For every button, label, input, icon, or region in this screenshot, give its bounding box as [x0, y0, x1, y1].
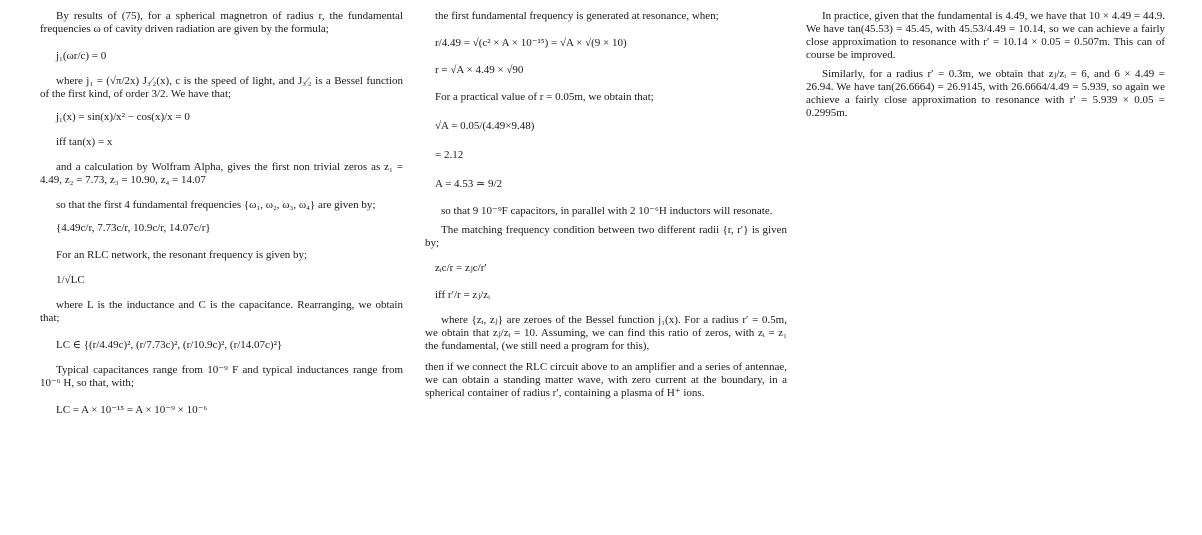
paragraph-zeros: and a calculation by Wolfram Alpha, gives the first non trivial zeros as z₁ = 4.49, z₂ = 7.73, z₃ = 10.90, z₄ = 14.07: [40, 161, 403, 186]
equation-tan: iff tan(x) = x: [56, 136, 113, 148]
equation-lc-set: LC ∈ {(r/4.49c)², (r/7.73c)², (r/10.9c)², (r/14.07c)²}: [56, 339, 283, 351]
equation-sqrt-a: √A = 0.05/(4.49×9.48): [435, 120, 535, 132]
equation-radius: r = √A × 4.49 × √90: [435, 64, 524, 76]
equation-radius-ratio: r/4.49 = √(c² × A × 10⁻¹⁵) = √A × √(9 × 10): [435, 37, 627, 49]
equation-value: = 2.12: [435, 149, 464, 161]
paragraph-practical-value: For a practical value of r = 0.05m, we obtain that;: [435, 91, 654, 103]
paragraph-frequencies: so that the first 4 fundamental frequencies {ω₁, ω₂, ω₃, ω₄} are given by;: [56, 199, 376, 211]
column-left: [40, 10, 403, 417]
paragraph-similarly: Similarly, for a radius r′ = 0.3m, we obtain that zⱼ/zᵢ = 6, and 6 × 4.49 = 26.94. We have tan(26.6664) = 26.9145, with 26.6664/4.49 = 5.939, so again we achieve a fairly close approximation to resonance with r′ = 5.939 × 0.05 = 0.2995m.: [806, 68, 1165, 119]
paragraph-inductance: where L is the inductance and C is the capacitance. Rearranging, we obtain that;: [40, 299, 403, 324]
equation-bessel-condition: j₁(ωr/c) = 0: [56, 50, 107, 62]
paragraph-bessel-definition: where j₁ = (√π/2x) J₃⁄₂(x), c is the speed of light, and J₃⁄₂ is a Bessel function of the first kind, of order 3/2. We have that;: [40, 75, 403, 100]
equation-frequency-set: {4.49c/r, 7.73c/r, 10.9c/r, 14.07c/r}: [56, 222, 211, 234]
paragraph-matching-condition: The matching frequency condition between two different radii {r, r′} is given by;: [425, 224, 787, 249]
paragraph-standing-wave: then if we connect the RLC circuit above to an amplifier and a series of antennae, we can obtain a standing matter wave, with zero current at the boundary, in a spherical container of radius r′, containing a plasma of H⁺ ions.: [425, 361, 787, 399]
paragraph-practice: In practice, given that the fundamental is 4.49, we have that 10 × 4.49 = 44.9. We have tan(45.53) = 45.45, with 45.53/4.49 = 10.14, so we can achieve a fairly close approximation to resonance with r′ = 10.14 × 0.05 = 0.507m. This can of course be improved.: [806, 10, 1165, 61]
equation-a-value: A = 4.53 ≃ 9/2: [435, 178, 503, 190]
equation-matching: zᵢc/r = zⱼc/r′: [435, 262, 487, 274]
paragraph-resonance: the first fundamental frequency is generated at resonance, when;: [435, 10, 719, 22]
column-middle: [425, 10, 787, 400]
column-right: [806, 10, 1165, 120]
equation-lc-product: LC = A × 10⁻¹⁵ = A × 10⁻⁹ × 10⁻⁶: [56, 404, 208, 416]
paragraph-bessel-zeroes: where {zᵢ, zⱼ} are zeroes of the Bessel function j₁(x). For a radius r′ = 0.5m, we obtain that zⱼ/zᵢ = 10. Assuming, we can find this ratio of zeros, with zᵢ = z₁ the fundamental, (we still need a program for this),: [425, 314, 787, 352]
equation-j1: j₁(x) = sin(x)/x² − cos(x)/x = 0: [56, 111, 190, 123]
paragraph-capacitors: so that 9 10⁻⁹F capacitors, in parallel with 2 10⁻⁶H inductors will resonate.: [441, 205, 773, 217]
paragraph-intro: By results of (75), for a spherical magnetron of radius r, the fundamental frequencies ω of cavity driven radiation are given by the formula;: [40, 10, 403, 35]
equation-iff-ratio: iff r′/r = zⱼ/zᵢ: [435, 289, 490, 301]
paragraph-typical-values: Typical capacitances range from 10⁻⁹ F and typical inductances range from 10⁻⁶ H, so that, with;: [40, 364, 403, 389]
equation-resonant-frequency: 1/√LC: [56, 274, 85, 286]
paragraph-rlc: For an RLC network, the resonant frequency is given by;: [56, 249, 308, 261]
